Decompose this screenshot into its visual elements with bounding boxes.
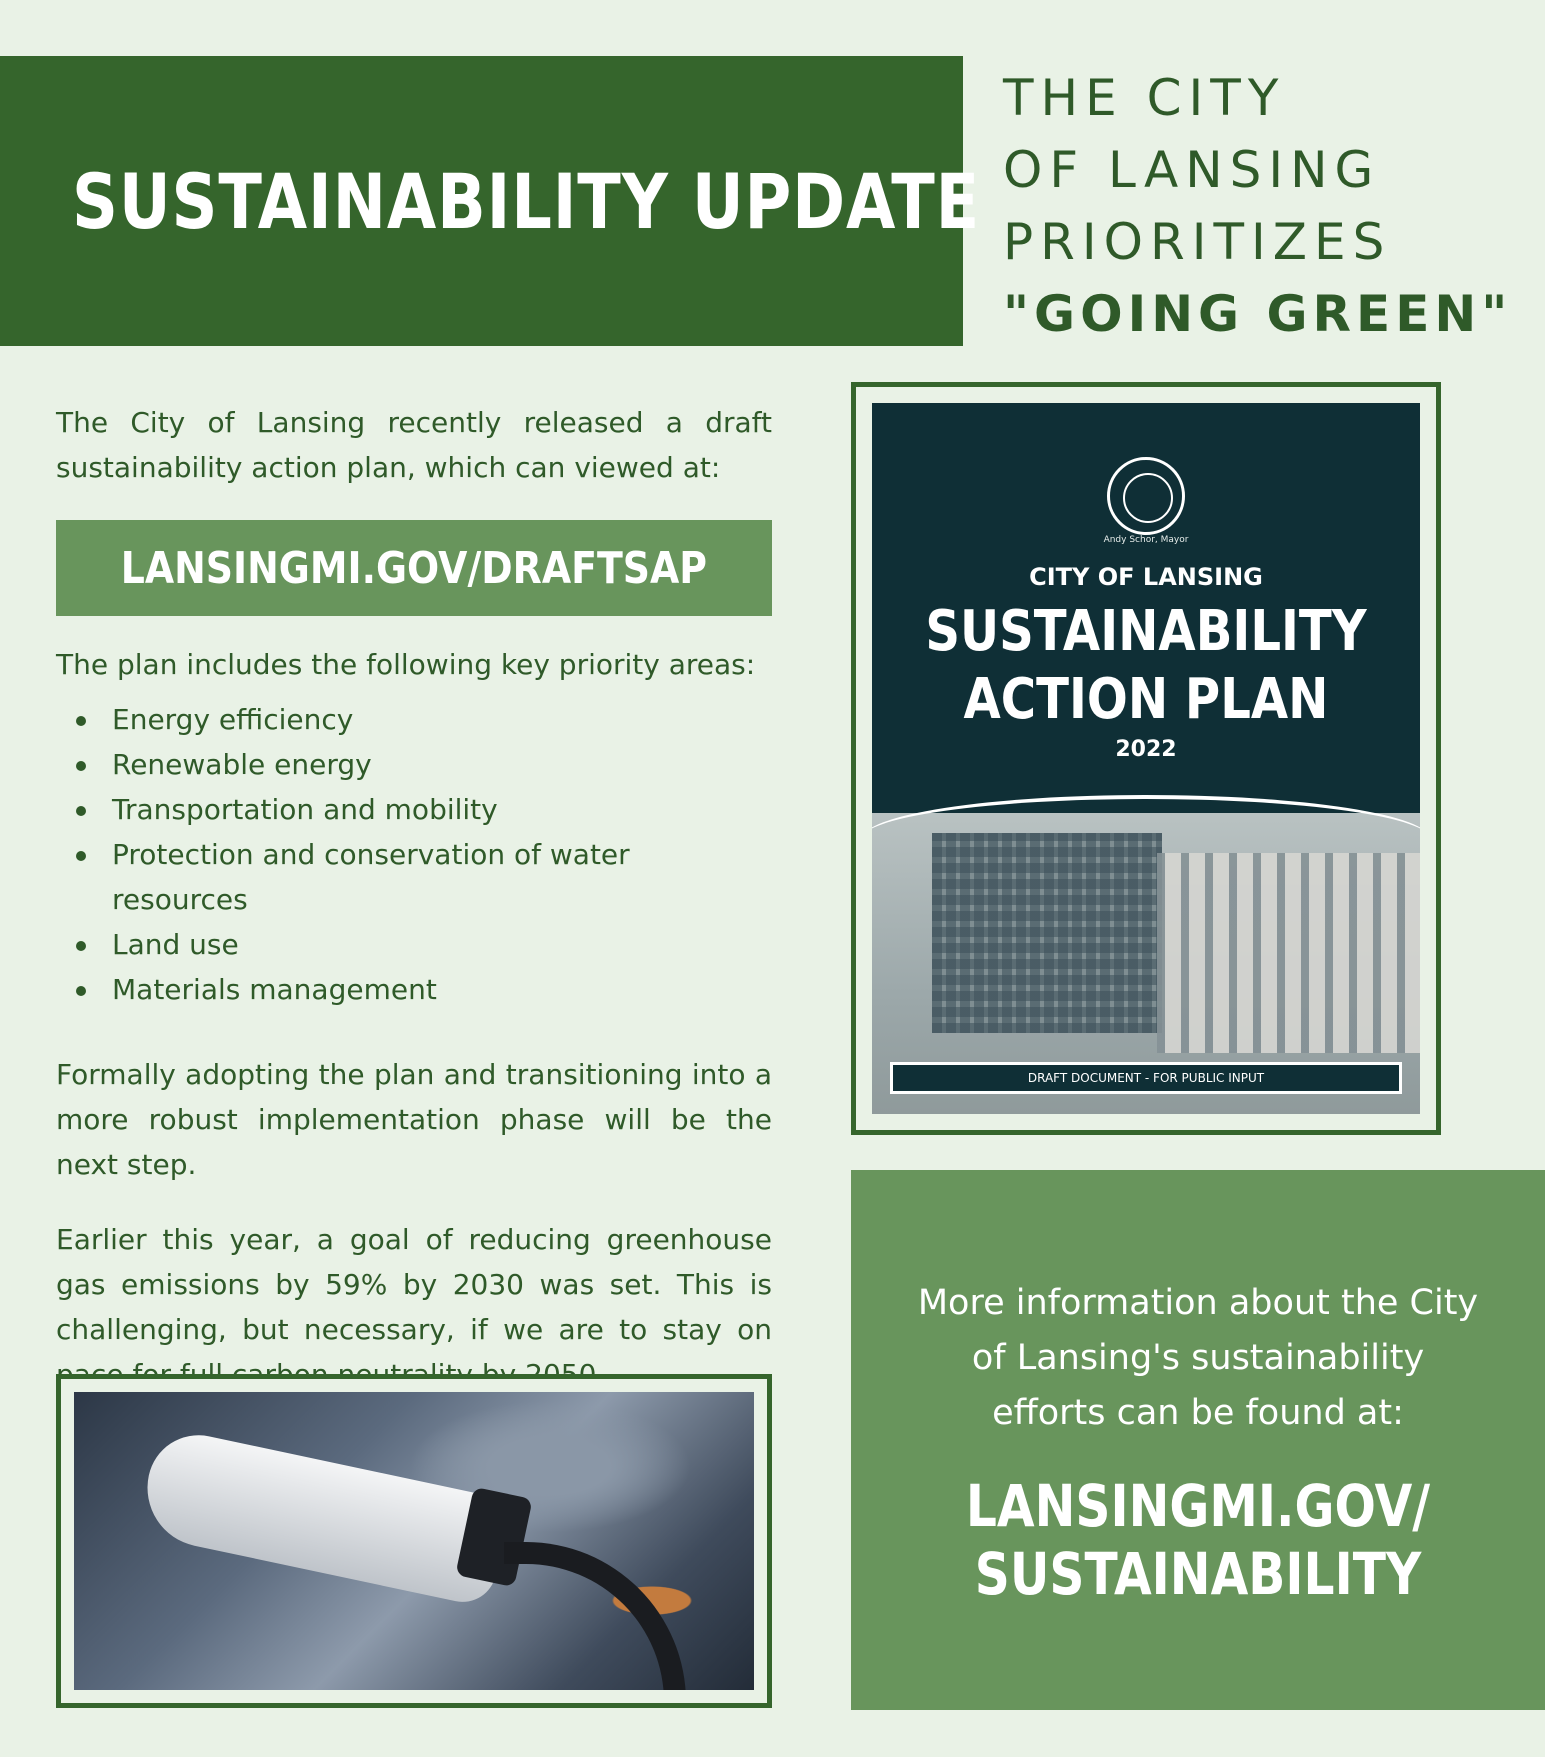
tagline <box>1003 62 1523 350</box>
cover-title-line: SUSTAINABILITY <box>925 599 1367 664</box>
next-step-paragraph: Formally adopting the plan and transitioning into a more robust implementation phase will be the next step. <box>56 1058 772 1181</box>
draft-plan-url: LANSINGMI.GOV/DRAFTSAP <box>120 542 708 594</box>
tagline-emphasis: "GOING GREEN" <box>1003 285 1513 343</box>
city-seal-icon <box>1107 457 1185 535</box>
more-info-box <box>851 1170 1545 1710</box>
priority-item: Transportation and mobility <box>56 787 772 832</box>
charging-cable-shape <box>504 1542 686 1690</box>
cover-year: 2022 <box>1115 737 1177 762</box>
tagline-line: PRIORITIZES <box>1003 213 1392 271</box>
priorities-intro: The plan includes the following key priority areas: <box>56 648 756 681</box>
main-column <box>56 400 772 1397</box>
ev-charger-photo <box>74 1392 754 1690</box>
plan-cover-frame <box>851 382 1441 1135</box>
plan-cover <box>872 403 1420 1114</box>
priority-list <box>56 697 772 1012</box>
charging-plug-shape <box>136 1426 511 1608</box>
tagline-line: THE CITY <box>1003 69 1286 127</box>
building-shape <box>932 833 1162 1033</box>
sustainability-link[interactable] <box>907 1472 1490 1608</box>
cover-wave-divider <box>872 795 1420 839</box>
sustainability-url-line: SUSTAINABILITY <box>974 1540 1422 1608</box>
header-banner <box>0 56 981 346</box>
tagline-line: OF LANSING <box>1003 141 1381 199</box>
priority-item: Land use <box>56 922 772 967</box>
priority-item: Energy efficiency <box>56 697 772 742</box>
cover-city: CITY OF LANSING <box>1029 563 1263 591</box>
more-info-text: More information about the City of Lansing's sustainability efforts can be found at: <box>917 1283 1479 1433</box>
draft-plan-link[interactable] <box>56 520 772 616</box>
page-title: SUSTAINABILITY UPDATE <box>72 156 981 246</box>
building-shape <box>1157 853 1420 1053</box>
priority-item: Materials management <box>56 967 772 1012</box>
cover-title-line: ACTION PLAN <box>963 667 1329 732</box>
cover-title <box>910 598 1381 734</box>
priority-item: Protection and conservation of water resources <box>56 832 772 922</box>
intro-paragraph: The City of Lansing recently released a draft sustainability action plan, which can viewed at: <box>56 406 772 484</box>
cover-draft-banner: DRAFT DOCUMENT - FOR PUBLIC INPUT <box>890 1062 1402 1094</box>
cover-mayor: Andy Schor, Mayor <box>1103 535 1189 545</box>
ev-charger-photo-frame <box>56 1374 772 1708</box>
goal-paragraph: Earlier this year, a goal of reducing greenhouse gas emissions by 59% by 2030 was set. This is challenging, but necessary, if we are to stay on <box>56 1223 772 1346</box>
priority-item: Renewable energy <box>56 742 772 787</box>
sustainability-url-line: LANSINGMI.GOV/ <box>965 1472 1431 1540</box>
